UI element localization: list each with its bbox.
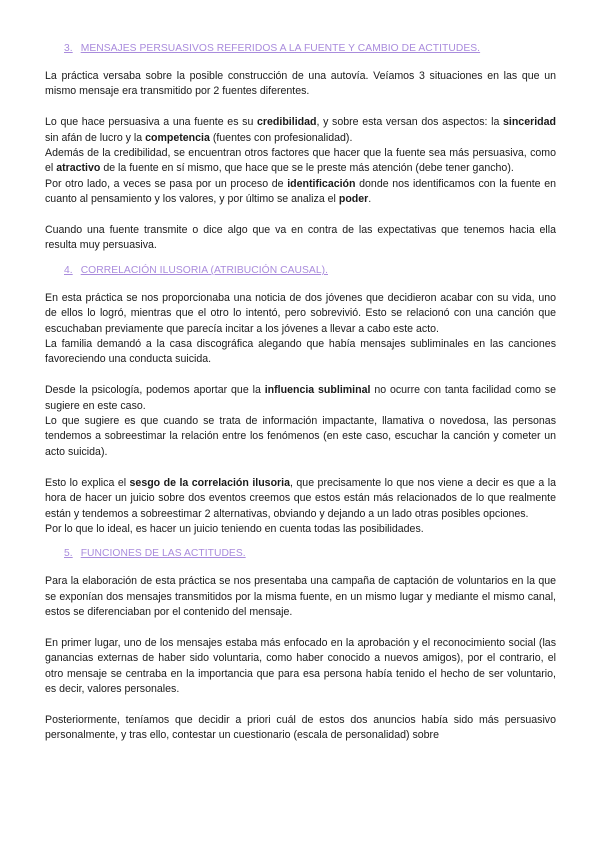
paragraph: Lo que hace persuasiva a una fuente es su credibilidad, y sobre esta versan dos aspectos: la sinceridad sin afán de lucro y la competencia (fuentes con profesionalidad). bbox=[45, 116, 556, 144]
paragraph: Cuando una fuente transmite o dice algo que va en contra de las expectativas que tenemos hacia ella resulta muy persuasiva. bbox=[45, 224, 556, 252]
paragraph: En primer lugar, uno de los mensajes estaba más enfocado en la aprobación y el reconocimiento social (las ganancias externas de haber sido voluntaria, como haber conocido a nuevos amigos), por el contrario, el otro mensaje se centraba en la importancia que para esa persona había tenido el hecho de ser voluntario, es decir, valores personales. bbox=[45, 636, 556, 696]
paragraph: Por lo que lo ideal, es hacer un juicio teniendo en cuenta todas las posibilidades. bbox=[45, 522, 424, 535]
section-number: 4. bbox=[64, 264, 73, 276]
paragraph: Desde la psicología, podemos aportar que la influencia subliminal no ocurre con tanta facilidad como se sugiere en este caso. bbox=[45, 384, 556, 412]
section-title: FUNCIONES DE LAS ACTITUDES. bbox=[80, 548, 246, 560]
paragraph: Por otro lado, a veces se pasa por un proceso de identificación donde nos identificamos con la fuente en cuanto al pensamiento y los valores, y por último se analiza el poder. bbox=[45, 177, 556, 206]
paragraph: La familia demandó a la casa discográfica alegando que había mensajes subliminales en las canciones favoreciendo una conducta suicida. bbox=[45, 338, 556, 366]
bold-term: sinceridad bbox=[503, 116, 556, 129]
paragraph: En esta práctica se nos proporcionaba una noticia de dos jóvenes que decidieron acabar con su vida, uno de ellos lo logró, mientras que el otro lo intentó, pero sobrevivió. Esto se relacionó con una canción que escuchaban previamente que parecía incitar a los jóvenes a llevar a cabo este acto. bbox=[45, 291, 556, 335]
bold-term: credibilidad bbox=[257, 116, 317, 129]
paragraph: Para la elaboración de esta práctica se nos presentaba una campaña de captación de voluntarios en la que se exponían dos mensajes transmitidos por la misma fuente, en un mismo lugar y mediante el mismo canal, estos se diferenciaban por el contenido del mensaje. bbox=[45, 575, 556, 619]
bold-term: atractivo bbox=[56, 162, 101, 175]
section-heading-5 bbox=[64, 547, 556, 561]
paragraph: Además de la credibilidad, se encuentran otros factores que hacer que la fuente sea más persuasiva, como el atractivo de la fuente en sí mismo, que hace que se le preste más atención (debe tener gancho). bbox=[45, 147, 556, 175]
paragraph: Lo que sugiere es que cuando se trata de información impactante, llamativa o novedosa, las personas tendemos a sobreestimar la relación entre los fenómenos (en este caso, escuchar la canción y cometer un acto suicida). bbox=[45, 415, 556, 458]
section-number: 5. bbox=[64, 548, 73, 560]
section-number: 3. bbox=[64, 43, 73, 54]
paragraph: La práctica versaba sobre la posible construcción de una autovía. Veíamos 3 situaciones en las que un mismo mensaje era transmitido por 2 fuentes diferentes. bbox=[45, 70, 556, 98]
bold-term: competencia bbox=[145, 131, 210, 144]
section-heading-4 bbox=[64, 264, 556, 278]
section-title: CORRELACIÓN ILUSORIA (ATRIBUCIÓN CAUSAL). bbox=[80, 264, 328, 276]
bold-term: influencia subliminal bbox=[264, 384, 371, 397]
section-heading-3 bbox=[64, 42, 556, 56]
section-title: MENSAJES PERSUASIVOS REFERIDOS A LA FUENTE Y CAMBIO DE ACTITUDES. bbox=[80, 43, 481, 54]
bold-term: identificación bbox=[287, 177, 356, 190]
paragraph: Posteriormente, teníamos que decidir a priori cuál de estos dos anuncios había sido más persuasivo personalmente, y tras ello, contestar un cuestionario (escala de personalidad) sobre bbox=[45, 713, 556, 742]
bold-term: poder bbox=[338, 193, 369, 206]
bold-term: sesgo de la correlación ilusoria bbox=[129, 476, 290, 489]
paragraph: Esto lo explica el sesgo de la correlación ilusoria, que precisamente lo que nos viene a decir es que a la hora de hacer un juicio sobre dos eventos creemos que estos están más relacionados de lo que realmente están y tendemos a sobreestimar 2 alternativas, obviando y dejando a un lado otras posibles opciones. bbox=[45, 476, 556, 520]
